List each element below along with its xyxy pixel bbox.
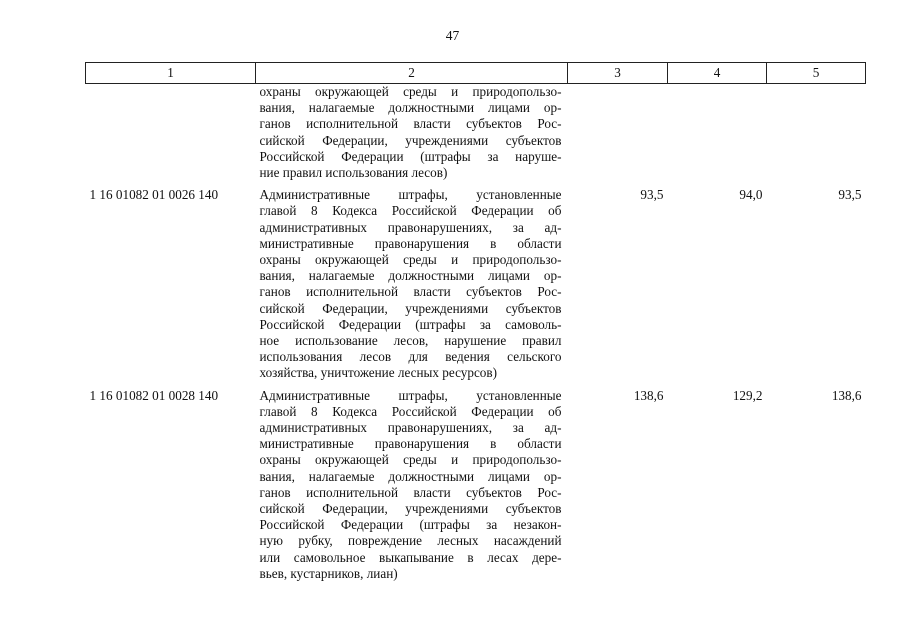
description-line: хозяйства, уничтожение лесных ресурсов) — [259, 365, 498, 381]
row-description — [256, 187, 568, 381]
description-line: ганов исполнительной власти субъектов Рос- — [259, 284, 562, 300]
description-line: главой 8 Кодекса Российской Федерации об — [259, 203, 562, 219]
description-line: сийской Федерации, учреждениями субъектов — [259, 132, 562, 148]
header-col-4: 4 — [668, 63, 767, 84]
description-line: или самовольное выкапывание в лесах дере- — [259, 549, 562, 565]
budget-table — [85, 62, 866, 582]
value-col-4: 94,0 — [739, 187, 763, 203]
header-row — [86, 63, 866, 84]
description-line: вания, налагаемые должностными лицами ор- — [259, 468, 562, 484]
description-line: вания, налагаемые должностными лицами ор- — [259, 268, 562, 284]
description-line: Административные штрафы, установленные — [259, 187, 562, 203]
value-col-3: 138,6 — [633, 387, 664, 403]
description-line: охраны окружающей среды и природопользо- — [259, 452, 562, 468]
description-line: охраны окружающей среды и природопользо- — [259, 84, 562, 99]
budget-code: 1 16 01082 01 0028 140 — [89, 387, 219, 403]
description-line: министративные правонарушения в области — [259, 436, 562, 452]
row-description — [256, 388, 568, 582]
description-line: использования лесов для ведения сельского — [259, 349, 562, 365]
description-line: охраны окружающей среды и природопользо- — [259, 252, 562, 268]
description-line: главой 8 Кодекса Российской Федерации об — [259, 403, 562, 419]
header-col-1: 1 — [86, 63, 256, 84]
description-line: Российской Федерации (штрафы за наруше- — [259, 148, 562, 164]
table-row — [86, 388, 866, 582]
page-number: 47 — [445, 28, 460, 43]
value-col-3: 93,5 — [640, 187, 664, 203]
description-line: ние правил использования лесов) — [259, 165, 448, 181]
description-line: административных правонарушениях, за ад- — [259, 219, 562, 235]
description-line: вьев, кустарников, лиан) — [259, 565, 398, 581]
header-col-2: 2 — [256, 63, 568, 84]
description-line: ганов исполнительной власти субъектов Рос- — [259, 484, 562, 500]
continuation-description — [256, 84, 568, 182]
header-col-3: 3 — [568, 63, 668, 84]
description-line: ганов исполнительной власти субъектов Рос- — [259, 116, 562, 132]
description-line: ную рубку, повреждение лесных насаждений — [259, 533, 562, 549]
value-col-4: 129,2 — [732, 387, 763, 403]
description-line: министративные правонарушения в области — [259, 235, 562, 251]
table-row — [86, 187, 866, 381]
value-col-5: 138,6 — [831, 387, 862, 403]
budget-code: 1 16 01082 01 0026 140 — [89, 187, 219, 203]
value-col-5: 93,5 — [838, 187, 862, 203]
description-line: вания, налагаемые должностными лицами ор- — [259, 100, 562, 116]
description-line: Российской Федерации (штрафы за самоволь- — [259, 316, 562, 332]
description-line: Административные штрафы, установленные — [259, 387, 562, 403]
description-line: сийской Федерации, учреждениями субъектов — [259, 300, 562, 316]
header-col-5: 5 — [767, 63, 866, 84]
description-line: Российской Федерации (штрафы за незакон- — [259, 517, 562, 533]
description-line: административных правонарушениях, за ад- — [259, 420, 562, 436]
description-line: ное использование лесов, нарушение правил — [259, 333, 562, 349]
continuation-code — [86, 84, 256, 182]
continuation-row — [86, 84, 866, 182]
description-line: сийской Федерации, учреждениями субъектов — [259, 501, 562, 517]
